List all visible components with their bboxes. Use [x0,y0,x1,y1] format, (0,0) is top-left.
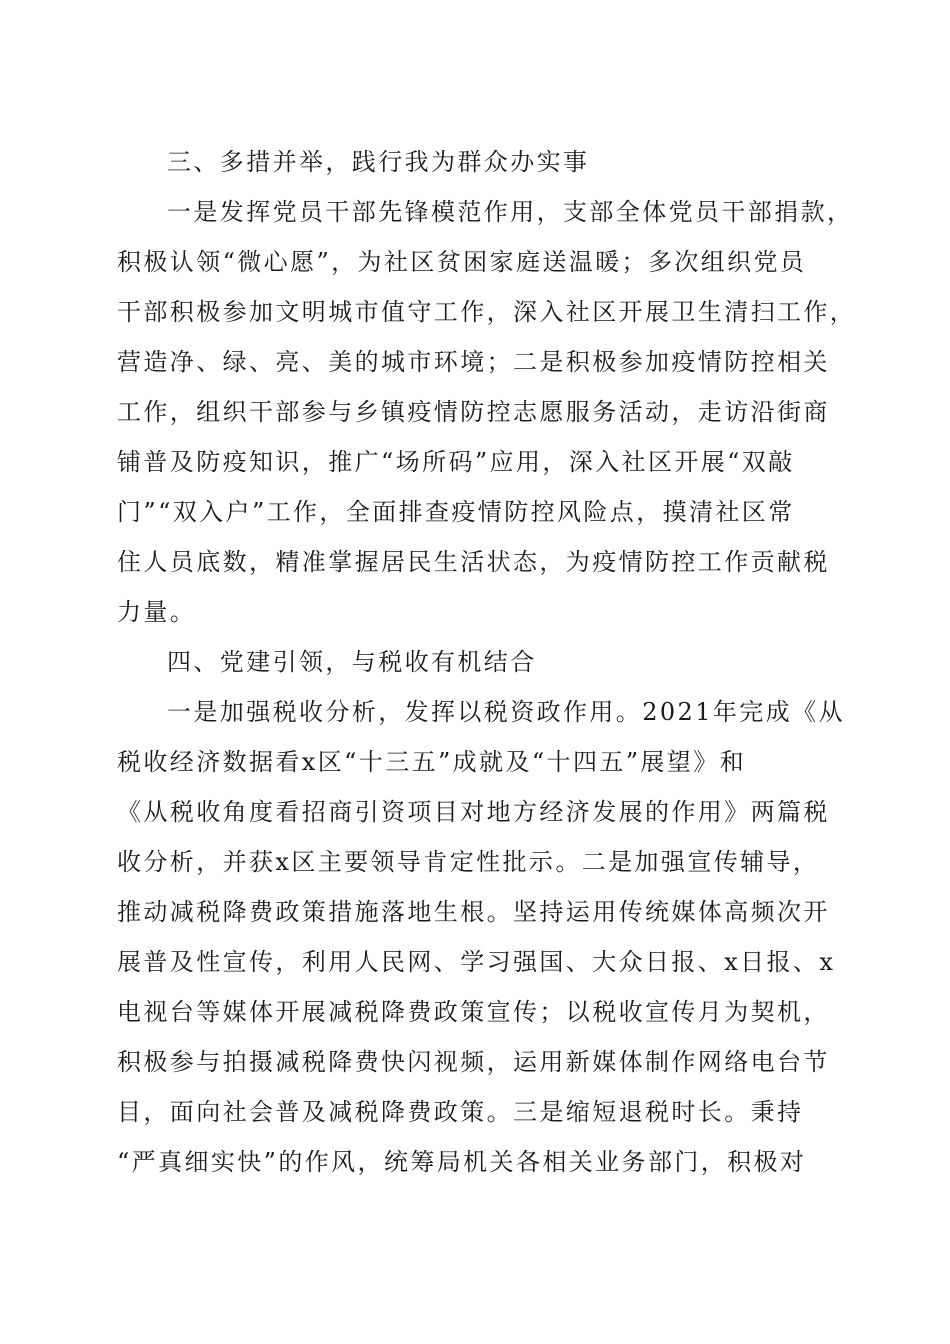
section-heading-four: 四、党建引领，与税收有机结合 [167,648,537,676]
paragraph-line: 积极参与拍摄减税降费快闪视频，运用新媒体制作网络电台节 [117,1048,830,1076]
section-heading-three: 三、多措并举，践行我为群众办实事 [167,148,590,176]
paragraph-line: “严真细实快”的作风，统筹局机关各相关业务部门，积极对 [117,1148,807,1176]
paragraph-line: 收分析，并获x区主要领导肯定性批示。二是加强宣传辅导， [117,848,820,876]
paragraph-line: 推动减税降费政策措施落地生根。坚持运用传统媒体高频次开 [117,898,830,926]
paragraph-line: 力量。 [117,598,197,626]
paragraph-line: 住人员底数，精准掌握居民生活状态，为疫情防控工作贡献税 [117,548,830,576]
paragraph-line: 工作，组织干部参与乡镇疫情防控志愿服务活动，走访沿街商 [117,398,830,426]
paragraph-line: 《从税收角度看招商引资项目对地方经济发展的作用》两篇税 [117,798,830,826]
paragraph-line: 门”“双入户”工作，全面排查疫情防控风险点，摸清社区常 [117,498,795,526]
paragraph-line: 积极认领“微心愿”，为社区贫困家庭送温暖；多次组织党员 [117,248,807,276]
paragraph-line: 一是发挥党员干部先锋模范作用，支部全体党员干部捐款， [167,198,854,226]
paragraph-line: 展普及性宣传，利用人民网、学习强国、大众日报、x日报、x [117,948,836,976]
paragraph-line: 税收经济数据看x区“十三五”成就及“十四五”展望》和 [117,748,747,776]
paragraph-line: 一是加强税收分析，发挥以税资政作用。2021年完成《从 [167,698,845,726]
paragraph-line: 铺普及防疫知识，推广“场所码”应用，深入社区开展“双敲 [117,448,795,476]
paragraph-line: 营造净、绿、亮、美的城市环境；二是积极参加疫情防控相关 [117,348,830,376]
paragraph-line: 电视台等媒体开展减税降费政策宣传；以税收宣传月为契机， [117,998,830,1026]
paragraph-line: 干部积极参加文明城市值守工作，深入社区开展卫生清扫工作， [117,298,857,326]
paragraph-line: 目，面向社会普及减税降费政策。三是缩短退税时长。秉持 [117,1098,804,1126]
